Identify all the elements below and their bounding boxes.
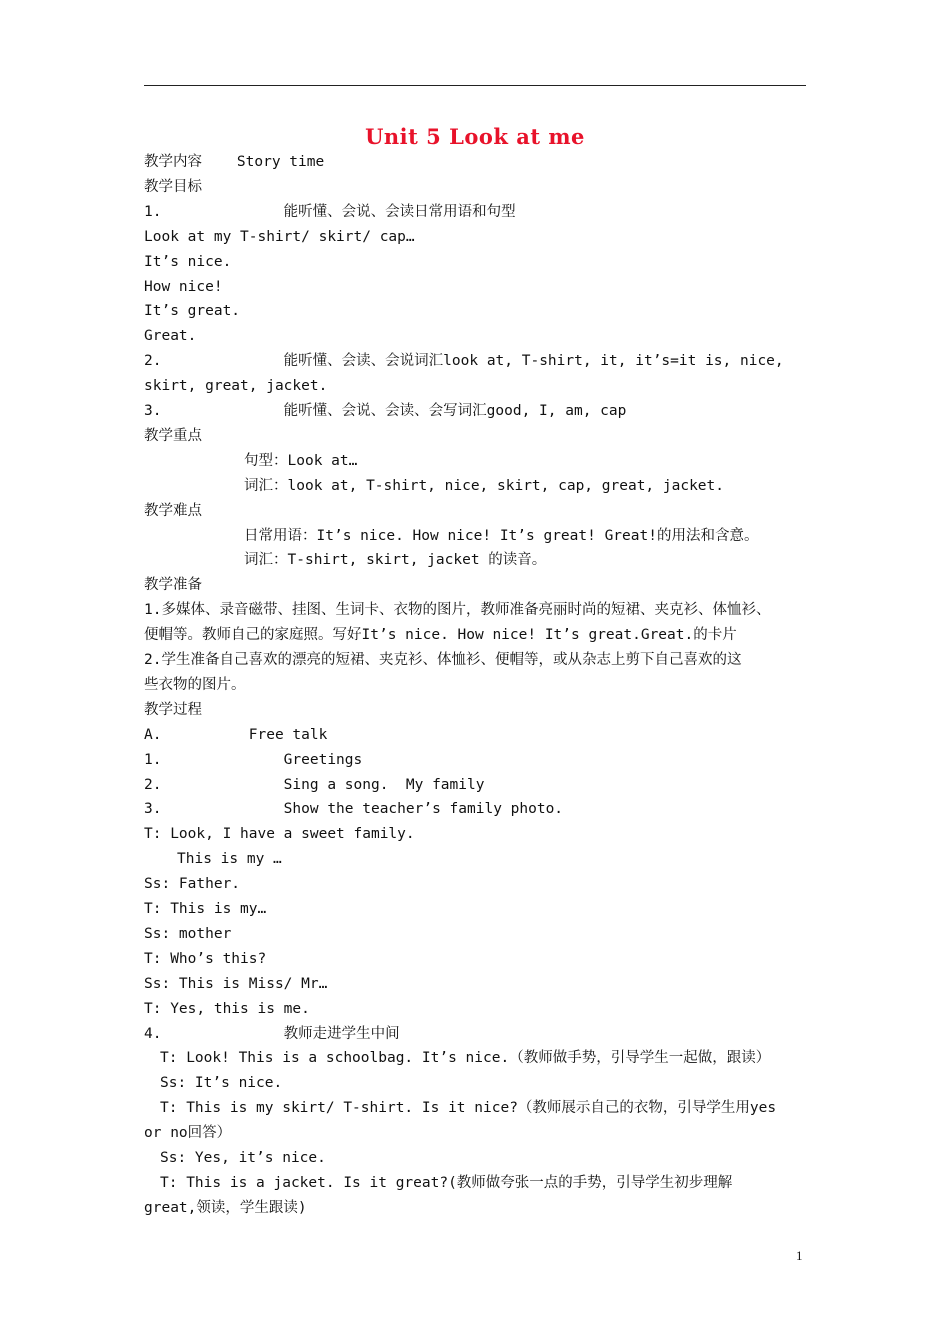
text-line: 4. 教师走进学生中间 — [144, 1025, 400, 1042]
text-line: T: Look, I have a sweet family. — [144, 826, 415, 843]
text-line: T: This is my… — [144, 901, 267, 917]
header-rule — [144, 85, 806, 86]
text-line: T: This is my skirt/ T-shirt. Is it nice?（教师展示自己的衣物，引导学生用yes — [160, 1100, 777, 1117]
text-line: Look at my T-shirt/ skirt/ cap… — [144, 228, 415, 245]
text-line: This is my … — [177, 851, 282, 868]
text-line: T: Yes, this is me. — [144, 1000, 310, 1017]
text-line: 便帽等。教师自己的家庭照。写好It’s nice. How nice! It’s great.Great.的卡片 — [144, 627, 737, 644]
text-line: 1. Greetings — [144, 751, 363, 768]
text-line: 词汇：look at, T-shirt, nice, skirt, cap, great, jacket. — [244, 477, 724, 494]
text-line: 1.多媒体、录音磁带、挂图、生词卡、衣物的图片，教师准备亮丽时尚的短裙、夹克衫、体恤衫、 — [144, 602, 771, 619]
text-line: Ss: Father. — [144, 876, 241, 893]
text-line: Great. — [144, 328, 197, 345]
text-line: T: Look! This is a schoolbag. It’s nice.（教师做手势，引导学生一起做，跟读） — [160, 1050, 771, 1067]
text-line: 3. 能听懂、会说、会读、会写词汇good, I, am, cap — [144, 403, 627, 419]
text-line: 3. Show the teacher’s family photo. — [144, 801, 564, 818]
text-line: How nice! — [144, 278, 223, 295]
page-number: 1 — [796, 1248, 803, 1263]
text-line: 教学准备 — [144, 577, 202, 594]
text-line: Ss: mother — [144, 925, 232, 942]
text-line: great,领读，学生跟读) — [144, 1199, 307, 1216]
text-line: or no回答） — [144, 1125, 232, 1142]
text-line: 教学重点 — [144, 427, 202, 444]
text-line: 2. 能听懂、会读、会说词汇look at, T-shirt, it, it’s=it is, nice, — [144, 353, 784, 370]
text-line: 教学内容 Story time — [144, 154, 325, 170]
text-line: 2. Sing a song. My family — [144, 776, 485, 793]
text-line: 教学目标 — [144, 178, 202, 195]
text-line: Ss: It’s nice. — [160, 1075, 283, 1092]
text-line: Ss: Yes, it’s nice. — [160, 1150, 326, 1166]
text-line: Ss: This is Miss/ Mr… — [144, 975, 328, 992]
text-line: 教学难点 — [144, 502, 202, 519]
text-line: 日常用语：It’s nice. How nice! It’s great! Great!的用法和含意。 — [244, 527, 759, 544]
text-line: 句型：Look at… — [244, 452, 358, 469]
text-line: skirt, great, jacket. — [144, 378, 328, 395]
text-line: 1. 能听懂、会说、会读日常用语和句型 — [144, 203, 516, 220]
text-line: It’s great. — [144, 303, 241, 320]
text-line: T: This is a jacket. Is it great?(教师做夸张一点的手势，引导学生初步理解 — [160, 1174, 733, 1191]
text-line: 词汇：T-shirt, skirt, jacket 的读音。 — [244, 552, 547, 569]
text-line: T: Who’s this? — [144, 950, 267, 967]
text-line: 2.学生准备自己喜欢的漂亮的短裙、夹克衫、体恤衫、便帽等，或从杂志上剪下自己喜欢的这 — [144, 652, 742, 668]
text-line: It’s nice. — [144, 253, 232, 270]
document-title: Unit 5 Look at me — [365, 124, 585, 149]
text-line: A. Free talk — [144, 726, 328, 743]
text-line: 些衣物的图片。 — [144, 676, 246, 693]
text-line: 教学过程 — [144, 701, 202, 718]
